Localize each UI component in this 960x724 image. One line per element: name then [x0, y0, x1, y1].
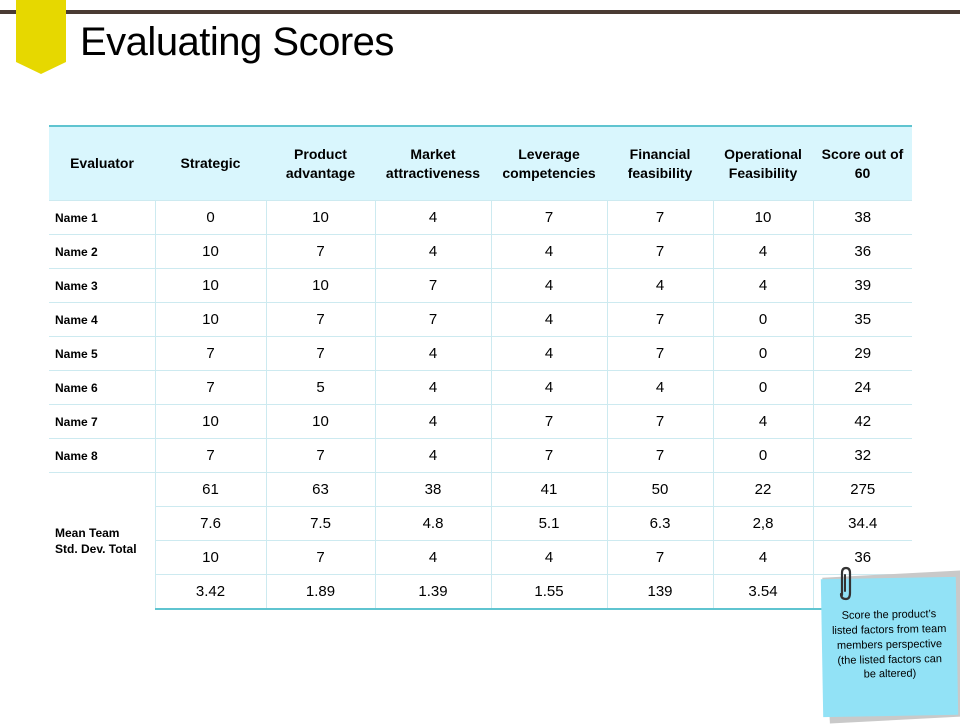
- score-cell: 10: [155, 269, 266, 303]
- score-cell: 4: [491, 337, 607, 371]
- score-cell: 7: [155, 439, 266, 473]
- summary-cell: 5.1: [491, 507, 607, 541]
- score-cell: 7: [375, 269, 491, 303]
- score-cell: 10: [155, 303, 266, 337]
- table-row: [49, 439, 912, 473]
- evaluator-name: Name 4: [49, 303, 155, 337]
- score-cell: 7: [491, 439, 607, 473]
- paperclip-icon: [836, 565, 856, 603]
- score-cell: 0: [713, 337, 813, 371]
- summary-cell: 34.4: [813, 507, 912, 541]
- summary-label: [49, 473, 155, 610]
- header-row: [49, 126, 912, 201]
- score-cell: 4: [713, 269, 813, 303]
- summary-cell: 2,8: [713, 507, 813, 541]
- score-cell: 4: [375, 439, 491, 473]
- score-cell: 4: [491, 303, 607, 337]
- header-cell: Evaluator: [49, 126, 155, 201]
- score-cell: 4: [607, 269, 713, 303]
- score-cell: 7: [491, 201, 607, 235]
- header-cell: Market attractiveness: [375, 126, 491, 201]
- score-cell: 0: [713, 303, 813, 337]
- evaluator-name: Name 7: [49, 405, 155, 439]
- score-cell: 39: [813, 269, 912, 303]
- summary-cell: 41: [491, 473, 607, 507]
- score-cell: 0: [713, 439, 813, 473]
- table-row: [49, 337, 912, 371]
- evaluator-name: Name 1: [49, 201, 155, 235]
- score-cell: 7: [607, 303, 713, 337]
- summary-row: [49, 541, 912, 575]
- score-cell: 24: [813, 371, 912, 405]
- score-cell: 0: [713, 371, 813, 405]
- summary-cell: 36: [813, 541, 912, 575]
- score-cell: 7: [607, 201, 713, 235]
- score-cell: 4: [375, 405, 491, 439]
- summary-cell: 50: [607, 473, 713, 507]
- score-cell: 10: [266, 269, 375, 303]
- score-cell: 4: [375, 371, 491, 405]
- score-cell: 7: [155, 337, 266, 371]
- header-cell: Leverage competencies: [491, 126, 607, 201]
- scores-table: [49, 125, 912, 610]
- score-cell: 4: [375, 235, 491, 269]
- summary-cell: 10: [155, 541, 266, 575]
- score-cell: 4: [375, 201, 491, 235]
- page-title: Evaluating Scores: [80, 20, 394, 64]
- evaluator-name: Name 5: [49, 337, 155, 371]
- score-cell: 38: [813, 201, 912, 235]
- summary-cell: 61: [155, 473, 266, 507]
- score-cell: 10: [266, 405, 375, 439]
- evaluator-name: Name 3: [49, 269, 155, 303]
- table-row: [49, 303, 912, 337]
- header-cell: Score out of 60: [813, 126, 912, 201]
- summary-cell: 3.42: [155, 575, 266, 610]
- summary-cell: 1.55: [491, 575, 607, 610]
- summary-cell: 7: [266, 541, 375, 575]
- evaluator-name: Name 6: [49, 371, 155, 405]
- score-cell: 10: [155, 405, 266, 439]
- score-cell: 4: [375, 337, 491, 371]
- summary-cell: 63: [266, 473, 375, 507]
- score-cell: 29: [813, 337, 912, 371]
- score-cell: 4: [491, 371, 607, 405]
- summary-cell: 4: [375, 541, 491, 575]
- summary-cell: 7.5: [266, 507, 375, 541]
- summary-row: [49, 473, 912, 507]
- score-cell: 0: [155, 201, 266, 235]
- score-cell: 5: [266, 371, 375, 405]
- score-cell: 4: [713, 405, 813, 439]
- score-cell: 10: [713, 201, 813, 235]
- header-cell: Strategic: [155, 126, 266, 201]
- score-cell: 7: [375, 303, 491, 337]
- summary-cell: 275: [813, 473, 912, 507]
- summary-cell: 7.6: [155, 507, 266, 541]
- header-cell: Financial feasibility: [607, 126, 713, 201]
- score-cell: 10: [266, 201, 375, 235]
- summary-cell: 22: [713, 473, 813, 507]
- table-row: [49, 235, 912, 269]
- score-cell: 7: [607, 439, 713, 473]
- table-row: [49, 269, 912, 303]
- score-cell: 7: [607, 235, 713, 269]
- summary-cell: 38: [375, 473, 491, 507]
- summary-cell: 4: [713, 541, 813, 575]
- header-cell: Operational Feasibility: [713, 126, 813, 201]
- table-row: [49, 405, 912, 439]
- score-cell: 7: [266, 303, 375, 337]
- score-cell: 7: [266, 235, 375, 269]
- evaluator-name: Name 2: [49, 235, 155, 269]
- score-cell: 4: [607, 371, 713, 405]
- table-row: [49, 371, 912, 405]
- top-rule: [0, 10, 960, 14]
- score-cell: 36: [813, 235, 912, 269]
- score-cell: 7: [266, 337, 375, 371]
- score-cell: 7: [607, 405, 713, 439]
- score-cell: 32: [813, 439, 912, 473]
- score-cell: 42: [813, 405, 912, 439]
- score-cell: 7: [266, 439, 375, 473]
- score-cell: 4: [491, 235, 607, 269]
- summary-cell: 139: [607, 575, 713, 610]
- summary-label-line: Std. Dev. Total: [55, 542, 137, 556]
- summary-row: [49, 575, 912, 610]
- summary-row: [49, 507, 912, 541]
- summary-cell: 6.3: [607, 507, 713, 541]
- score-cell: 10: [155, 235, 266, 269]
- score-cell: 35: [813, 303, 912, 337]
- summary-cell: 4.8: [375, 507, 491, 541]
- score-cell: 4: [491, 269, 607, 303]
- score-cell: 4: [713, 235, 813, 269]
- score-cell: 7: [607, 337, 713, 371]
- summary-cell: 3.54: [713, 575, 813, 610]
- header-cell: Product advantage: [266, 126, 375, 201]
- table-row: [49, 201, 912, 235]
- summary-cell: 1.89: [266, 575, 375, 610]
- evaluator-name: Name 8: [49, 439, 155, 473]
- summary-cell: 4: [491, 541, 607, 575]
- score-cell: 7: [491, 405, 607, 439]
- summary-label-line: Mean Team: [55, 525, 120, 540]
- score-cell: 7: [155, 371, 266, 405]
- summary-cell: 1.39: [375, 575, 491, 610]
- bookmark-ribbon-icon: [16, 0, 66, 74]
- sticky-note-text: Score the product’s listed factors from team members perspective (the listed factors can be altered): [831, 608, 947, 681]
- summary-cell: 7: [607, 541, 713, 575]
